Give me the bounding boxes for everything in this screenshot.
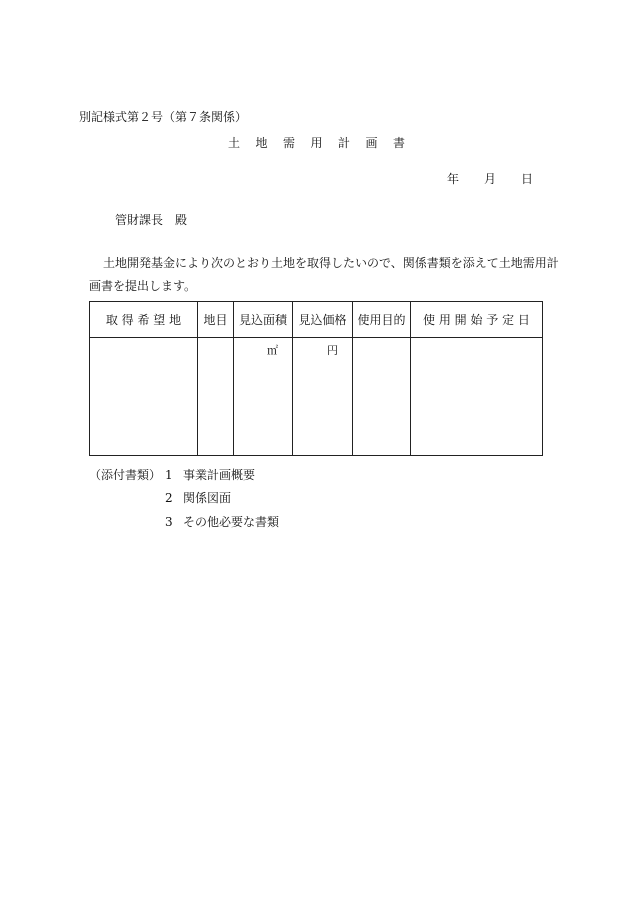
header-purpose: 使用目的	[353, 302, 411, 338]
title-char: 用	[310, 136, 323, 150]
land-plan-table	[89, 301, 543, 456]
header-land-category: 地目	[198, 302, 234, 338]
title-char: 土	[228, 136, 241, 150]
title-char: 画	[365, 136, 378, 150]
header-desired-land: 取 得 希 望 地	[90, 302, 198, 338]
attachment-text: 関係図面	[183, 491, 232, 505]
attachment-text: 事業計画概要	[183, 468, 256, 482]
attachment-item	[165, 515, 279, 529]
attachment-text: その他必要な書類	[183, 515, 280, 529]
title-char: 書	[393, 136, 406, 150]
attachment-number: 3	[165, 515, 173, 529]
title-char: 需	[283, 136, 296, 150]
year-label: 年	[447, 172, 460, 186]
price-unit: 円	[327, 344, 338, 357]
body-text-line-2: 画書を提出します。	[89, 279, 197, 293]
addressee: 管財課長 殿	[115, 213, 188, 227]
cell-start-date[interactable]	[411, 338, 543, 456]
month-label: 月	[484, 172, 497, 186]
cell-desired-land[interactable]	[90, 338, 198, 456]
cell-purpose[interactable]	[353, 338, 411, 456]
attachment-number: 1	[165, 468, 173, 482]
header-start-date: 使 用 開 始 予 定 日	[411, 302, 543, 338]
cell-estimated-area[interactable]	[234, 338, 293, 456]
body-text-line-1: 土地開発基金により次のとおり土地を取得したいので、関係書類を添えて土地需用計	[103, 256, 559, 270]
day-label: 日	[521, 172, 534, 186]
header-estimated-area: 見込面積	[234, 302, 293, 338]
area-unit: ㎡	[267, 344, 278, 357]
title-char: 計	[338, 136, 351, 150]
attachment-item	[165, 491, 231, 505]
date-line	[447, 172, 533, 186]
title-char: 地	[255, 136, 268, 150]
cell-land-category[interactable]	[198, 338, 234, 456]
document-title	[228, 136, 421, 150]
cell-estimated-price[interactable]	[293, 338, 353, 456]
header-estimated-price: 見込価格	[293, 302, 353, 338]
attachments-label: （添付書類）	[89, 468, 162, 482]
attachment-number: 2	[165, 491, 173, 505]
form-number: 別記様式第２号（第７条関係）	[79, 110, 248, 124]
attachment-item	[165, 468, 255, 482]
